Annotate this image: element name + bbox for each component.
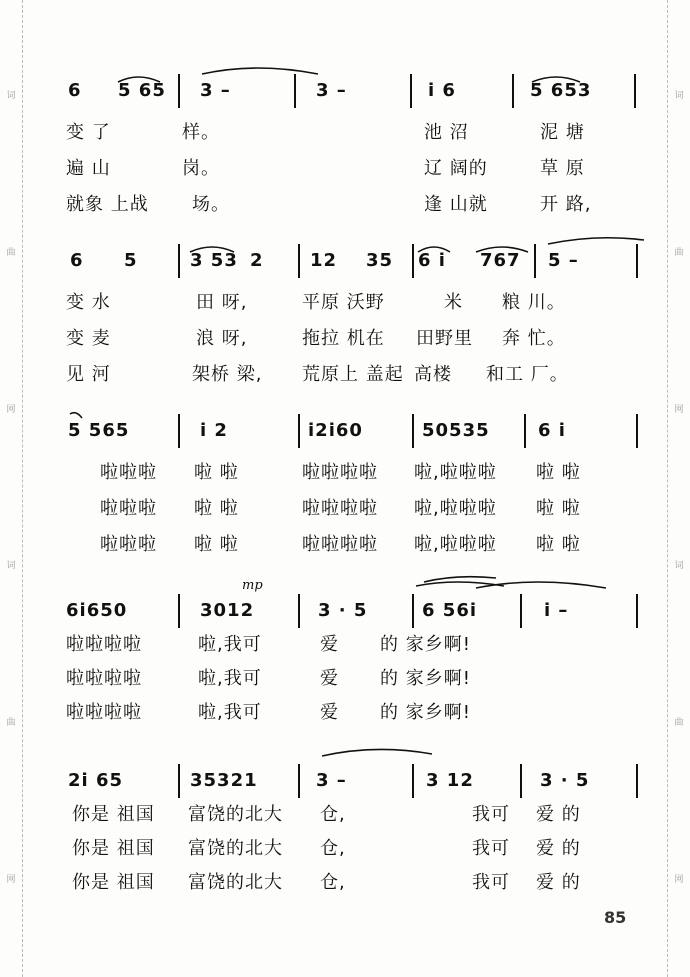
note-group: 6 i [418, 250, 446, 271]
note-group: i2i60 [308, 420, 363, 441]
note-group: 12 [310, 250, 338, 271]
bar-line [298, 594, 300, 628]
lyric: 遍 山 [66, 158, 111, 179]
note-group: 5 65 [118, 80, 166, 101]
note-group: 3 – [200, 80, 231, 101]
lyric: 我可 [472, 872, 510, 893]
note-group: 35321 [190, 770, 258, 791]
lyric: 爱 [320, 668, 339, 689]
bar-line [298, 414, 300, 448]
note-group: 3 12 [426, 770, 474, 791]
bar-line [178, 244, 180, 278]
lyric: 啦 啦 [536, 462, 581, 483]
lyric: 高楼 [414, 364, 452, 385]
note-group: 767 [480, 250, 521, 271]
watermark-char: 网 [6, 875, 16, 886]
lyric: 啦啦啦啦 [66, 634, 142, 655]
notation-row [66, 242, 640, 282]
bar-line [178, 594, 180, 628]
lyric: 啦,啦啦啦 [414, 462, 497, 483]
watermark-char: 词 [674, 561, 684, 572]
lyric: 啦,我可 [198, 702, 262, 723]
bar-line [298, 764, 300, 798]
right-margin-watermark [667, 0, 690, 977]
lyric: 爱 [320, 634, 339, 655]
note-group: 35 [366, 250, 394, 271]
bar-line [412, 414, 414, 448]
lyric: 泥 塘 [540, 122, 585, 143]
lyric: 变 麦 [66, 328, 111, 349]
music-system-1 [66, 72, 640, 215]
lyric: 啦,我可 [198, 668, 262, 689]
bar-line [520, 594, 522, 628]
watermark-char: 词 [6, 90, 16, 101]
lyric: 的 家乡啊! [380, 634, 471, 655]
lyric: 富饶的北大 [188, 872, 283, 893]
lyric: 啦啦啦啦 [302, 462, 378, 483]
note-group: 2i 65 [68, 770, 124, 791]
lyric: 啦啦啦 [100, 534, 157, 555]
note-group: i 6 [428, 80, 456, 101]
lyric: 啦,啦啦啦 [414, 498, 497, 519]
bar-line [520, 764, 522, 798]
lyric: 场。 [192, 194, 230, 215]
lyric: 和工 厂。 [486, 364, 569, 385]
note-group: 6 [70, 250, 84, 271]
notation-row [66, 412, 640, 452]
lyric: 岗。 [182, 158, 220, 179]
lyric: 爱 的 [536, 872, 581, 893]
lyric: 田 呀, [196, 292, 248, 313]
lyric: 啦 啦 [536, 498, 581, 519]
lyric: 爱 的 [536, 838, 581, 859]
lyric: 我可 [472, 804, 510, 825]
lyric: 啦 啦 [536, 534, 581, 555]
lyric: 仓, [320, 872, 346, 893]
lyric: 的 家乡啊! [380, 668, 471, 689]
music-system-3 [66, 412, 640, 555]
bar-line [524, 414, 526, 448]
note-group: 3 – [316, 80, 347, 101]
notation-row [66, 578, 640, 632]
note-group: 3 · 5 [540, 770, 590, 791]
lyric: 开 路, [540, 194, 592, 215]
bar-line [534, 244, 536, 278]
dynamic-mark: mp [242, 578, 263, 593]
note-group: 3 53 [190, 250, 238, 271]
bar-line [294, 74, 296, 108]
note-group: 3012 [200, 600, 255, 621]
lyric: 啦啦啦 [100, 462, 157, 483]
note-group: 5 [124, 250, 138, 271]
lyric: 浪 呀, [196, 328, 248, 349]
watermark-char: 曲 [674, 247, 684, 258]
notation-row [66, 72, 640, 112]
music-system-4 [66, 578, 640, 723]
lyric: 你是 祖国 [72, 838, 155, 859]
lyric: 我可 [472, 838, 510, 859]
lyric: 米 [444, 292, 463, 313]
note-group: 50535 [422, 420, 490, 441]
lyric: 池 沼 [424, 122, 469, 143]
bar-line [178, 764, 180, 798]
lyric: 就象 上战 [66, 194, 149, 215]
bar-line [636, 244, 638, 278]
note-group: 2 [250, 250, 264, 271]
watermark-char: 词 [674, 90, 684, 101]
left-margin-watermark [0, 0, 23, 977]
note-group: 5 565 [68, 420, 130, 441]
lyric: 变 了 [66, 122, 111, 143]
lyric: 辽 阔的 [424, 158, 488, 179]
note-group: i 2 [200, 420, 228, 441]
lyric: 你是 祖国 [72, 872, 155, 893]
lyric: 啦 啦 [194, 462, 239, 483]
bar-line [636, 764, 638, 798]
note-group: 5 – [548, 250, 579, 271]
lyric: 架桥 梁, [192, 364, 263, 385]
lyric: 粮 川。 [502, 292, 566, 313]
bar-line [410, 74, 412, 108]
note-group: 3 – [316, 770, 347, 791]
lyric: 奔 忙。 [502, 328, 566, 349]
note-group: 6 56i [422, 600, 478, 621]
lyric: 啦,啦啦啦 [414, 534, 497, 555]
lyric: 啦啦啦啦 [66, 702, 142, 723]
lyric: 田野里 [416, 328, 473, 349]
bar-line [412, 244, 414, 278]
lyric: 你是 祖国 [72, 804, 155, 825]
bar-line [178, 414, 180, 448]
lyric: 啦啦啦啦 [66, 668, 142, 689]
lyric: 啦啦啦啦 [302, 534, 378, 555]
lyric: 的 家乡啊! [380, 702, 471, 723]
lyric: 富饶的北大 [188, 838, 283, 859]
bar-line [636, 594, 638, 628]
watermark-char: 曲 [674, 718, 684, 729]
bar-line [512, 74, 514, 108]
lyric: 啦,我可 [198, 634, 262, 655]
watermark-char: 网 [674, 404, 684, 415]
lyric: 平原 沃野 [302, 292, 385, 313]
note-group: 5 653 [530, 80, 592, 101]
bar-line [178, 74, 180, 108]
lyric: 拖拉 机在 [302, 328, 385, 349]
note-group: 6 i [538, 420, 566, 441]
bar-line [636, 414, 638, 448]
lyric: 啦啦啦啦 [302, 498, 378, 519]
bar-line [412, 764, 414, 798]
bar-line [634, 74, 636, 108]
lyric: 仓, [320, 838, 346, 859]
watermark-char: 曲 [6, 247, 16, 258]
lyric: 变 水 [66, 292, 111, 313]
notation-row [66, 762, 640, 802]
note-group: 6 [68, 80, 82, 101]
note-group: 6i650 [66, 600, 128, 621]
lyric: 草 原 [540, 158, 585, 179]
lyric: 见 河 [66, 364, 111, 385]
bar-line [412, 594, 414, 628]
watermark-char: 曲 [6, 718, 16, 729]
lyric: 逢 山就 [424, 194, 488, 215]
bar-line [298, 244, 300, 278]
watermark-char: 词 [6, 561, 16, 572]
lyric: 爱 的 [536, 804, 581, 825]
lyric: 仓, [320, 804, 346, 825]
lyric: 啦 啦 [194, 498, 239, 519]
note-group: i – [544, 600, 569, 621]
watermark-char: 网 [6, 404, 16, 415]
lyric: 荒原上 盖起 [302, 364, 404, 385]
watermark-char: 网 [674, 875, 684, 886]
page-number: 85 [604, 908, 627, 927]
music-system-2 [66, 242, 640, 385]
music-system-5 [66, 762, 640, 893]
lyric: 样。 [182, 122, 220, 143]
lyric: 爱 [320, 702, 339, 723]
lyric: 啦 啦 [194, 534, 239, 555]
lyric: 富饶的北大 [188, 804, 283, 825]
lyric: 啦啦啦 [100, 498, 157, 519]
note-group: 3 · 5 [318, 600, 368, 621]
